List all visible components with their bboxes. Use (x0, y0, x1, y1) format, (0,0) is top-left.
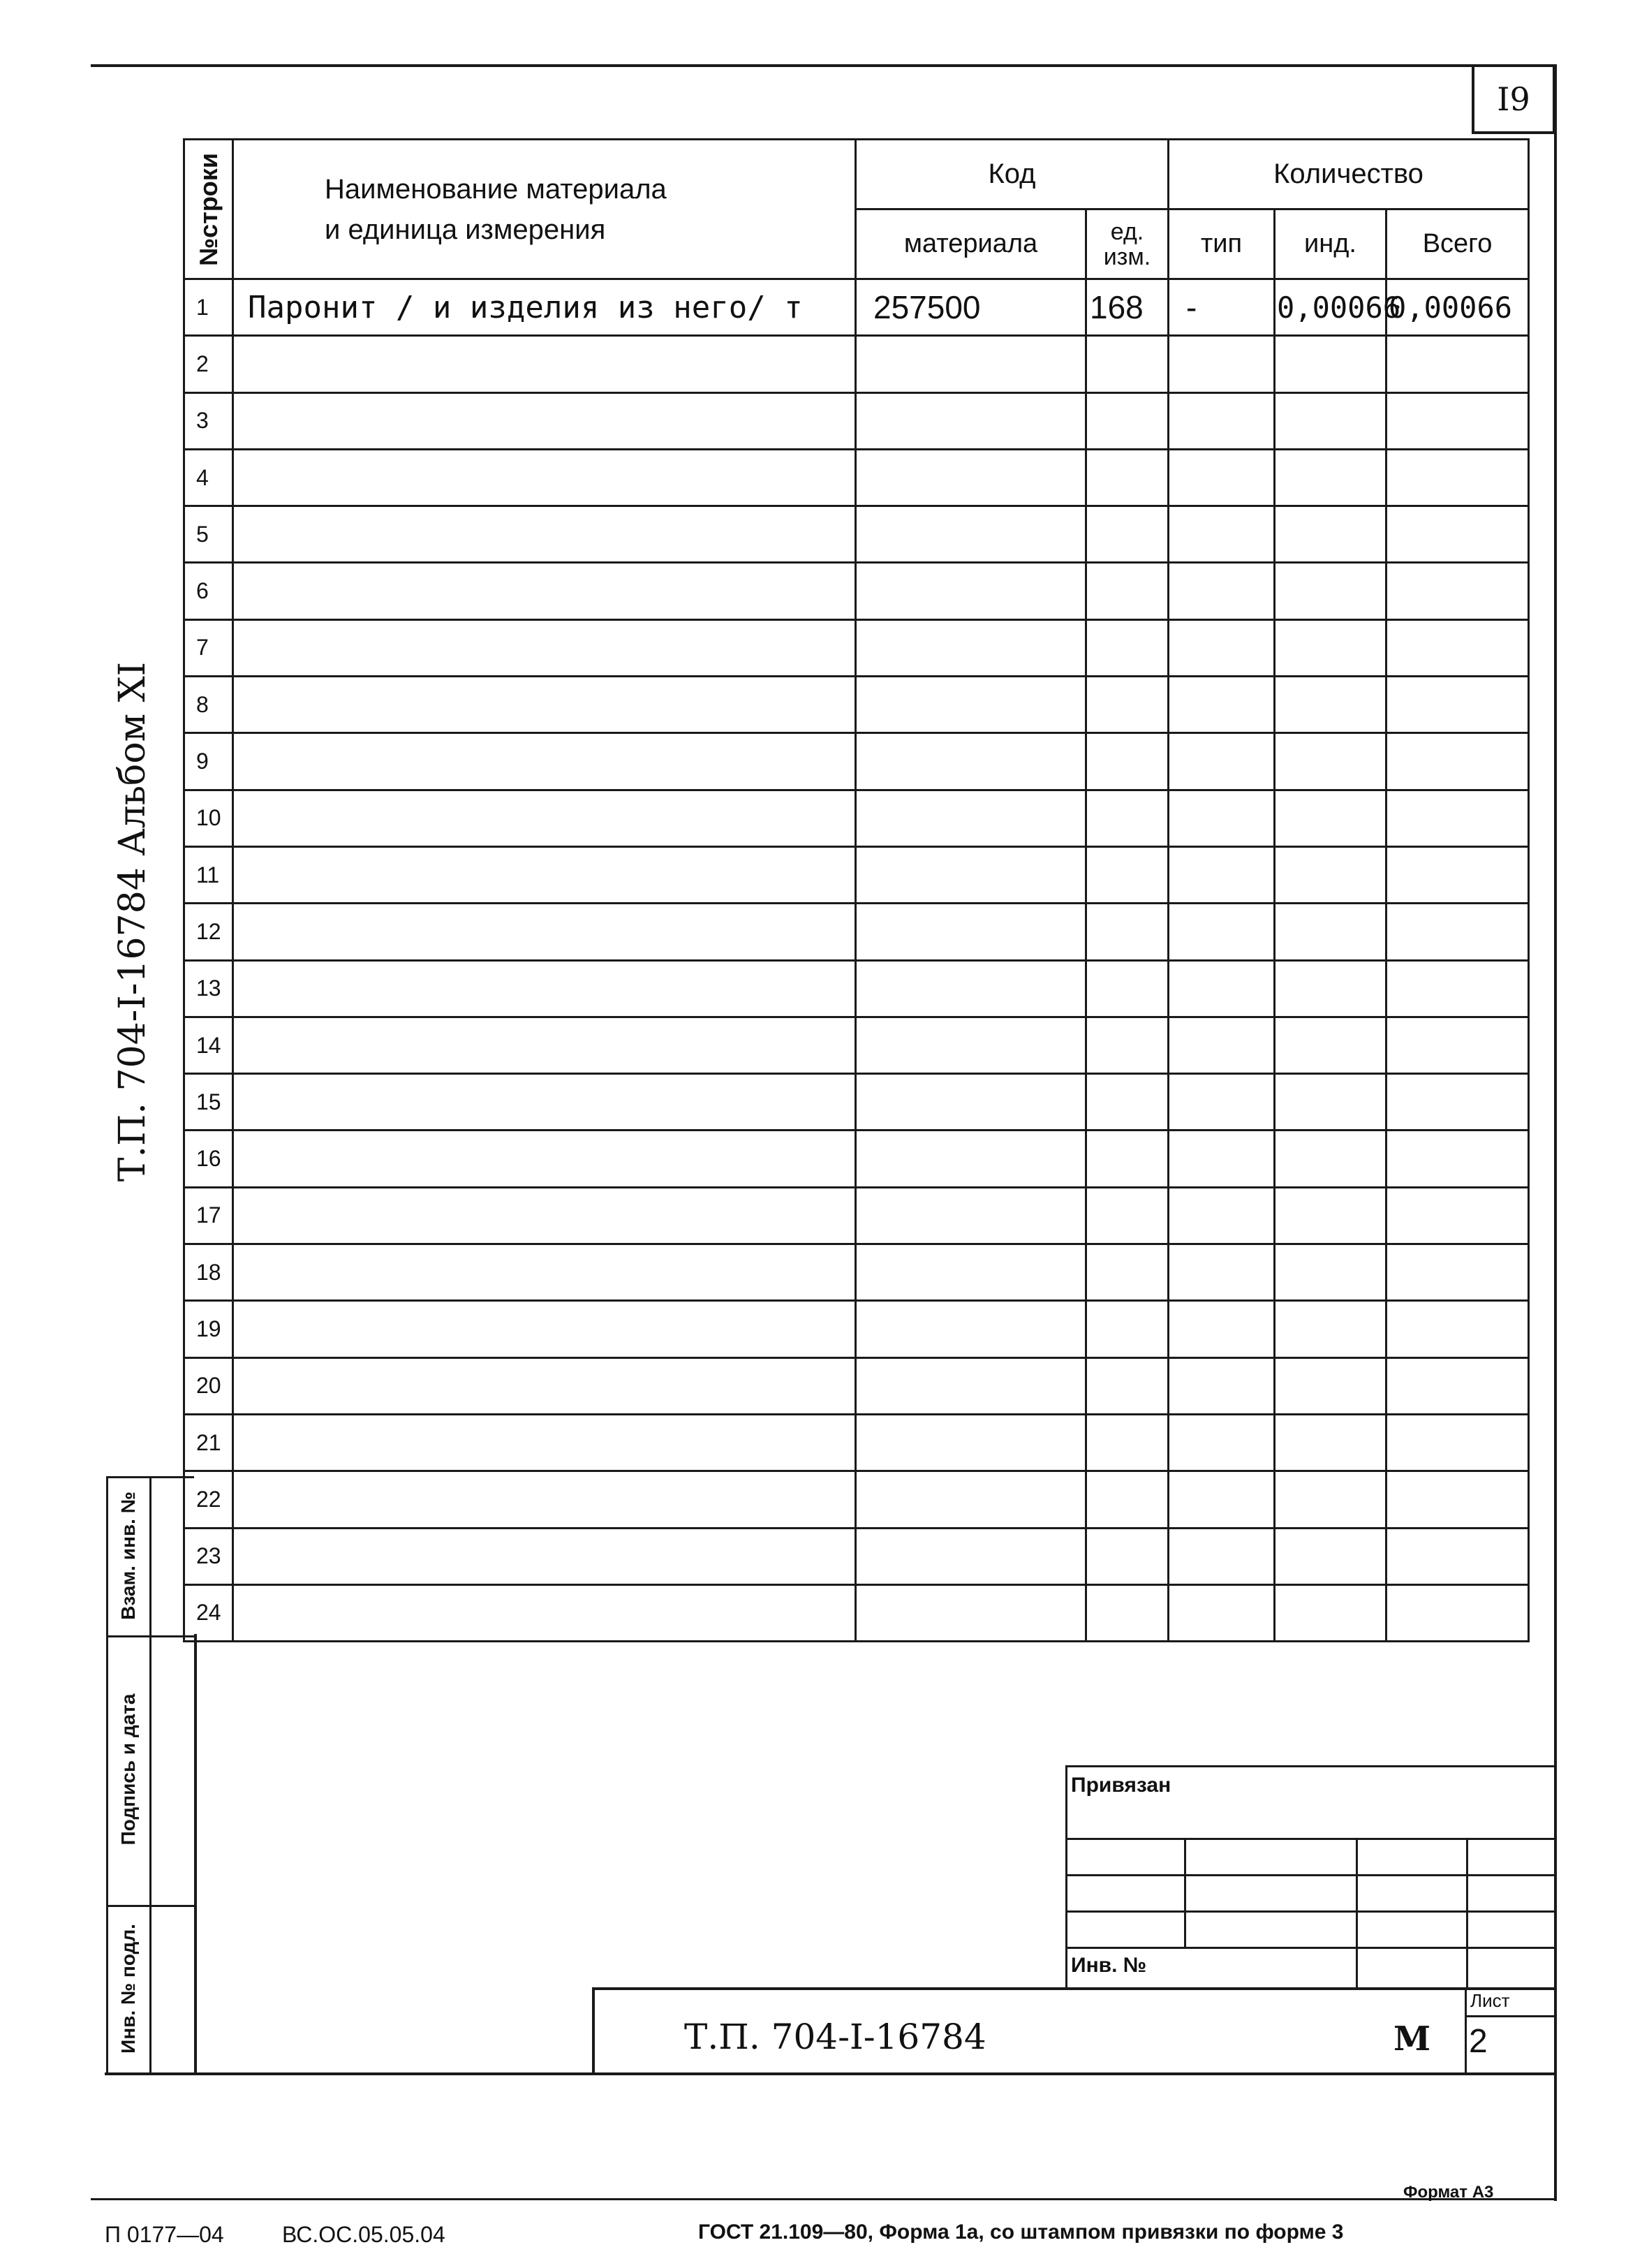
unit-cell (1086, 733, 1169, 790)
type-cell (1169, 677, 1275, 733)
row-number-cell: 22 (184, 1471, 233, 1528)
material-name-cell (233, 392, 856, 449)
table-row (184, 506, 1529, 563)
side-stamp-sep1 (106, 1635, 197, 1637)
title-block-sheet-col (1465, 1987, 1467, 2075)
total-cell (1387, 904, 1529, 960)
unit-cell (1086, 1584, 1169, 1641)
material-name-header (233, 140, 856, 279)
title-block-letter: М (1393, 2019, 1431, 2059)
ind-cell (1275, 1471, 1387, 1528)
unit-cell (1086, 506, 1169, 563)
binding-col2 (1356, 1838, 1358, 1989)
row-number-header-label: №строки (193, 152, 223, 266)
type-cell (1169, 619, 1275, 676)
ind-cell (1275, 336, 1387, 392)
unit-cell (1086, 1244, 1169, 1301)
binding-row1 (1065, 1838, 1557, 1840)
material-name-cell (233, 1017, 856, 1073)
material-name-cell (233, 1414, 856, 1471)
ind-cell (1275, 1074, 1387, 1131)
title-block-code: Т.П. 704-I-16784 (684, 2017, 986, 2057)
sheet-number: I9 (1472, 64, 1555, 134)
material-code-header: материала (856, 209, 1086, 279)
side-stamp-sep2 (106, 1905, 197, 1907)
total-cell (1387, 846, 1529, 903)
material-name-cell (233, 904, 856, 960)
material-name-cell (233, 960, 856, 1017)
ind-cell (1275, 733, 1387, 790)
unit-cell (1086, 1187, 1169, 1244)
total-cell (1387, 1187, 1529, 1244)
title-block-sheet-row (1465, 2015, 1557, 2017)
row-number-cell: 7 (184, 619, 233, 676)
type-cell (1169, 1131, 1275, 1187)
material-code-cell (856, 1357, 1086, 1414)
type-cell (1169, 960, 1275, 1017)
material-name-cell (233, 1131, 856, 1187)
ind-header: инд. (1275, 209, 1387, 279)
unit-header (1086, 209, 1169, 279)
table-row (184, 904, 1529, 960)
material-name-cell (233, 790, 856, 846)
ind-cell (1275, 1584, 1387, 1641)
row-number-cell: 18 (184, 1244, 233, 1301)
material-name-cell (233, 336, 856, 392)
row-number-cell: 14 (184, 1017, 233, 1073)
ind-cell (1275, 1301, 1387, 1357)
material-name-cell (233, 1357, 856, 1414)
table-row (184, 336, 1529, 392)
ind-cell (1275, 1357, 1387, 1414)
row-number-cell: 4 (184, 449, 233, 506)
unit-cell (1086, 846, 1169, 903)
type-cell (1169, 1357, 1275, 1414)
unit-cell (1086, 1471, 1169, 1528)
footer-left-code: П 0177—04 (105, 2222, 224, 2247)
table-row (184, 1414, 1529, 1471)
material-name-cell (233, 1187, 856, 1244)
total-cell: 0,00066 (1387, 279, 1529, 336)
row-number-cell: 3 (184, 392, 233, 449)
table-row (184, 960, 1529, 1017)
title-block-top-line (592, 1987, 1557, 1990)
unit-cell (1086, 1301, 1169, 1357)
material-name-header-line1: Наименование материала (325, 173, 667, 205)
binding-row2 (1065, 1874, 1557, 1876)
material-name-cell (233, 733, 856, 790)
row-number-cell: 1 (184, 279, 233, 336)
total-cell (1387, 790, 1529, 846)
table-row (184, 392, 1529, 449)
material-name-cell (233, 1074, 856, 1131)
type-cell (1169, 563, 1275, 619)
material-name-cell (233, 619, 856, 676)
material-code-cell (856, 904, 1086, 960)
binding-left-line (1065, 1765, 1067, 1989)
unit-header-line2: изм. (1103, 243, 1151, 270)
material-code-cell (856, 449, 1086, 506)
material-name-cell (233, 846, 856, 903)
total-cell (1387, 1584, 1529, 1641)
table-row (184, 1017, 1529, 1073)
material-code-cell (856, 1528, 1086, 1584)
table-row (184, 279, 1529, 336)
inv-original-label: Инв. № подл. (117, 1924, 139, 2054)
material-code-cell (856, 392, 1086, 449)
unit-cell (1086, 1074, 1169, 1131)
table-row (184, 733, 1529, 790)
row-number-cell: 6 (184, 563, 233, 619)
row-number-cell: 2 (184, 336, 233, 392)
type-cell (1169, 1074, 1275, 1131)
type-cell (1169, 904, 1275, 960)
materials-table (183, 138, 1530, 1642)
table-row (184, 677, 1529, 733)
material-code-cell (856, 733, 1086, 790)
ind-cell (1275, 1187, 1387, 1244)
unit-cell (1086, 960, 1169, 1017)
material-code-cell (856, 1131, 1086, 1187)
unit-cell (1086, 904, 1169, 960)
material-code-cell (856, 1584, 1086, 1641)
replaced-inv-label: Взам. инв. № (117, 1492, 139, 1620)
type-cell (1169, 336, 1275, 392)
material-code-cell (856, 846, 1086, 903)
total-cell (1387, 506, 1529, 563)
material-name-cell (233, 1584, 856, 1641)
row-number-cell: 9 (184, 733, 233, 790)
unit-cell (1086, 1131, 1169, 1187)
unit-cell (1086, 1528, 1169, 1584)
table-row (184, 563, 1529, 619)
total-cell (1387, 563, 1529, 619)
table-row (184, 1244, 1529, 1301)
type-cell (1169, 1471, 1275, 1528)
unit-cell (1086, 677, 1169, 733)
binding-col1 (1184, 1838, 1186, 1947)
total-cell (1387, 449, 1529, 506)
material-code-cell (856, 790, 1086, 846)
table-row (184, 1074, 1529, 1131)
binding-row3 (1065, 1910, 1557, 1913)
type-cell (1169, 733, 1275, 790)
ind-cell (1275, 563, 1387, 619)
row-number-cell: 19 (184, 1301, 233, 1357)
material-code-cell (856, 1301, 1086, 1357)
material-name-cell (233, 449, 856, 506)
table-row (184, 1187, 1529, 1244)
binding-top-line (1065, 1765, 1557, 1767)
ind-cell (1275, 1414, 1387, 1471)
row-number-cell: 23 (184, 1528, 233, 1584)
row-number-cell: 20 (184, 1357, 233, 1414)
material-code-cell (856, 1471, 1086, 1528)
total-cell (1387, 1131, 1529, 1187)
ind-cell (1275, 846, 1387, 903)
binding-title: Привязан (1071, 1774, 1171, 1797)
material-name-cell (233, 677, 856, 733)
frame-top-line (91, 64, 1557, 67)
total-cell (1387, 1357, 1529, 1414)
type-cell (1169, 506, 1275, 563)
row-number-cell: 10 (184, 790, 233, 846)
table-row (184, 1301, 1529, 1357)
table-row (184, 449, 1529, 506)
type-header: тип (1169, 209, 1275, 279)
row-number-cell: 21 (184, 1414, 233, 1471)
table-row (184, 1528, 1529, 1584)
unit-cell (1086, 1414, 1169, 1471)
ind-cell (1275, 904, 1387, 960)
total-cell (1387, 1244, 1529, 1301)
material-code-cell (856, 1017, 1086, 1073)
ind-cell (1275, 449, 1387, 506)
row-number-cell: 8 (184, 677, 233, 733)
title-block-sheet-value: 2 (1469, 2023, 1488, 2060)
unit-cell (1086, 563, 1169, 619)
row-number-cell: 13 (184, 960, 233, 1017)
side-stamp-mid-line (149, 1476, 151, 2074)
unit-cell (1086, 392, 1169, 449)
binding-row4 (1065, 1947, 1557, 1949)
total-cell (1387, 1414, 1529, 1471)
quantity-header: Количество (1169, 140, 1529, 209)
ind-cell (1275, 790, 1387, 846)
ind-cell (1275, 1017, 1387, 1073)
total-cell (1387, 1471, 1529, 1528)
total-cell (1387, 1017, 1529, 1073)
ind-cell (1275, 619, 1387, 676)
unit-cell (1086, 1017, 1169, 1073)
material-name-cell: Паронит / и изделия из него/ т (233, 279, 856, 336)
material-name-cell (233, 1244, 856, 1301)
table-row (184, 1131, 1529, 1187)
frame-inner-left-line (194, 1634, 197, 2074)
material-name-header-line2: и единица измерения (325, 214, 606, 245)
row-number-header (184, 140, 233, 279)
material-name-cell (233, 1301, 856, 1357)
type-cell (1169, 449, 1275, 506)
row-number-cell: 12 (184, 904, 233, 960)
frame-bottom-line (105, 2072, 1557, 2075)
footer-standard: ГОСТ 21.109—80, Форма 1а, со штампом привязки по форме 3 (698, 2221, 1344, 2244)
unit-cell (1086, 336, 1169, 392)
material-code-cell (856, 1074, 1086, 1131)
type-cell (1169, 1414, 1275, 1471)
unit-cell (1086, 449, 1169, 506)
material-name-cell (233, 1528, 856, 1584)
ind-cell: 0,00066 (1275, 279, 1387, 336)
ind-cell (1275, 506, 1387, 563)
material-code-cell (856, 960, 1086, 1017)
total-cell (1387, 1074, 1529, 1131)
row-number-cell: 16 (184, 1131, 233, 1187)
frame-right-line (1554, 64, 1557, 2201)
total-cell (1387, 733, 1529, 790)
total-cell (1387, 336, 1529, 392)
row-number-cell: 11 (184, 846, 233, 903)
title-block-left-line (592, 1987, 595, 2075)
type-cell (1169, 1244, 1275, 1301)
table-row (184, 846, 1529, 903)
table-row (184, 1584, 1529, 1641)
unit-cell (1086, 619, 1169, 676)
material-code-cell: 257500 (856, 279, 1086, 336)
total-header: Всего (1387, 209, 1529, 279)
ind-cell (1275, 960, 1387, 1017)
code-header: Код (856, 140, 1169, 209)
total-cell (1387, 1301, 1529, 1357)
unit-cell: 168 (1086, 279, 1169, 336)
total-cell (1387, 1528, 1529, 1584)
total-cell (1387, 960, 1529, 1017)
material-code-cell (856, 677, 1086, 733)
row-number-cell: 15 (184, 1074, 233, 1131)
type-cell (1169, 846, 1275, 903)
ind-cell (1275, 392, 1387, 449)
row-number-cell: 17 (184, 1187, 233, 1244)
table-row (184, 619, 1529, 676)
type-cell (1169, 790, 1275, 846)
ind-cell (1275, 677, 1387, 733)
ind-cell (1275, 1528, 1387, 1584)
type-cell (1169, 392, 1275, 449)
material-name-cell (233, 563, 856, 619)
material-code-cell (856, 1244, 1086, 1301)
table-row (184, 1471, 1529, 1528)
title-block-sheet-label: Лист (1470, 1990, 1510, 2011)
row-number-cell: 5 (184, 506, 233, 563)
type-cell (1169, 1187, 1275, 1244)
total-cell (1387, 677, 1529, 733)
material-code-cell (856, 563, 1086, 619)
side-stamp-top-line (106, 1476, 194, 1478)
signature-date-label: Подпись и дата (117, 1693, 139, 1846)
footer-doc-code: ВС.ОС.05.05.04 (282, 2222, 445, 2247)
type-cell (1169, 1584, 1275, 1641)
unit-cell (1086, 1357, 1169, 1414)
total-cell (1387, 392, 1529, 449)
material-name-cell (233, 1471, 856, 1528)
row-number-cell: 24 (184, 1584, 233, 1641)
type-cell (1169, 1301, 1275, 1357)
material-code-cell (856, 619, 1086, 676)
material-code-cell (856, 506, 1086, 563)
footer-rule (91, 2198, 1557, 2200)
ind-cell (1275, 1131, 1387, 1187)
album-title: Т.П. 704-I-16784 Альбом XI (112, 661, 154, 1182)
table-row (184, 1357, 1529, 1414)
binding-inv-label: Инв. № (1071, 1954, 1147, 1977)
type-cell (1169, 1017, 1275, 1073)
material-code-cell (856, 1414, 1086, 1471)
footer-format: Формат А3 (1403, 2183, 1494, 2202)
unit-header-line1: ед. (1110, 218, 1144, 245)
unit-cell (1086, 790, 1169, 846)
type-cell (1169, 1528, 1275, 1584)
binding-col3 (1466, 1838, 1468, 1989)
material-code-cell (856, 1187, 1086, 1244)
table-row (184, 790, 1529, 846)
side-stamp-left-line (106, 1476, 108, 2074)
type-cell: - (1169, 279, 1275, 336)
ind-cell (1275, 1244, 1387, 1301)
total-cell (1387, 619, 1529, 676)
material-name-cell (233, 506, 856, 563)
material-code-cell (856, 336, 1086, 392)
